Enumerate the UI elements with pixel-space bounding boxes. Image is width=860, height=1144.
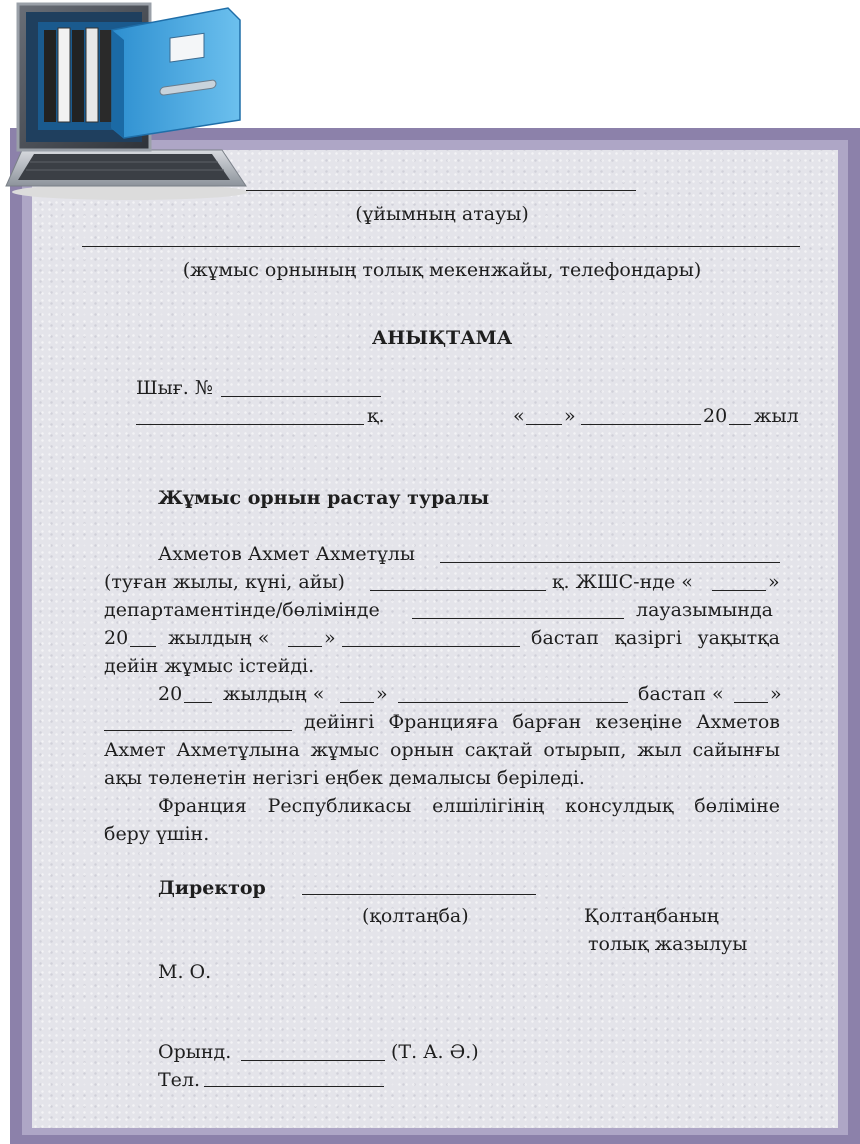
p1-line-1 <box>440 562 780 563</box>
p1-year-prefix: 20 <box>104 627 129 649</box>
address-line <box>82 246 800 247</box>
p2-year-line <box>184 702 212 703</box>
p2-quote-close: » <box>376 683 388 705</box>
p3-line-2: беру үшін. <box>104 823 210 845</box>
p2-year-text: жылдың « <box>223 683 325 705</box>
date-year-suffix: жыл <box>754 405 799 427</box>
date-day-line <box>526 424 562 425</box>
company-quote-close: » <box>768 571 780 593</box>
date-month-line <box>581 424 701 425</box>
director-label: Директор <box>158 877 266 899</box>
director-signature-line <box>302 894 536 895</box>
p1-line-2a <box>370 590 546 591</box>
outgoing-number-label: Шығ. № <box>136 377 213 399</box>
seal-label: М. О. <box>158 961 212 983</box>
p2-year-prefix: 20 <box>158 683 183 705</box>
full-name-caption-2: толық жазылуы <box>588 933 748 955</box>
p1-year-text: жылдың « <box>168 627 270 649</box>
p1-since-text: бастап қазіргі уақытқа <box>531 627 780 649</box>
p2-line-2: дейінгі Францияға барған кезеңіне Ахметов <box>304 711 780 733</box>
date-quote-open: « <box>513 405 525 427</box>
executor-initials: (Т. А. Ә.) <box>391 1041 479 1063</box>
full-name-caption-1: Қолтаңбаның <box>584 905 719 927</box>
p2-line-4: ақы төленетін негізгі еңбек демалысы беріледі. <box>104 767 585 789</box>
p1-line-3 <box>412 618 624 619</box>
p2-until-line <box>104 730 292 731</box>
date-quote-close: » <box>564 405 576 427</box>
p2-day-line <box>340 702 374 703</box>
p2-since-text: бастап « <box>638 683 724 705</box>
p1-day-line <box>288 646 322 647</box>
company-text: қ. ЖШС-нде « <box>552 571 693 593</box>
executor-line <box>241 1060 385 1061</box>
department-text: департаментінде/бөлімінде <box>104 599 380 621</box>
address-caption: (жұмыс орнының толық мекенжайы, телефондары) <box>182 259 702 281</box>
p1-month-line <box>342 646 520 647</box>
p2-line-3: Ахмет Ахметұлына жұмыс орнын сақтай отырып, жыл сайынғы <box>104 739 780 761</box>
p1-year-line <box>130 646 156 647</box>
subject-heading: Жұмыс орнын растау туралы <box>158 487 490 509</box>
date-year-line <box>729 424 751 425</box>
laptop-file-cabinet-icon <box>0 0 250 200</box>
phone-line <box>204 1086 384 1087</box>
signature-caption: (қолтаңба) <box>362 905 469 927</box>
p1-line-2b <box>712 590 766 591</box>
executor-label: Орынд. <box>158 1041 232 1063</box>
p2-day-line-2 <box>734 702 768 703</box>
date-year-prefix: 20 <box>703 405 728 427</box>
document-title: АНЫҚТАМА <box>371 327 513 349</box>
p1-quote-close: » <box>324 627 336 649</box>
position-text: лауазымында <box>636 599 773 621</box>
phone-label: Тел. <box>158 1069 201 1091</box>
birth-caption: (туған жылы, күні, айы) <box>104 571 345 593</box>
org-name-line <box>246 190 636 191</box>
p2-month-line <box>398 702 628 703</box>
employee-name: Ахметов Ахмет Ахметұлы <box>158 543 416 565</box>
org-name-caption: (ұйымның атауы) <box>355 203 529 225</box>
p3-line-1: Франция Республикасы елшілігінің консулдық бөліміне <box>158 795 780 817</box>
p1-last-line: дейін жұмыс істейді. <box>104 655 315 677</box>
city-line <box>136 424 364 425</box>
outgoing-number-line <box>221 396 381 397</box>
p2-quote-close-2: » <box>770 683 782 705</box>
city-suffix: қ. <box>367 405 385 427</box>
